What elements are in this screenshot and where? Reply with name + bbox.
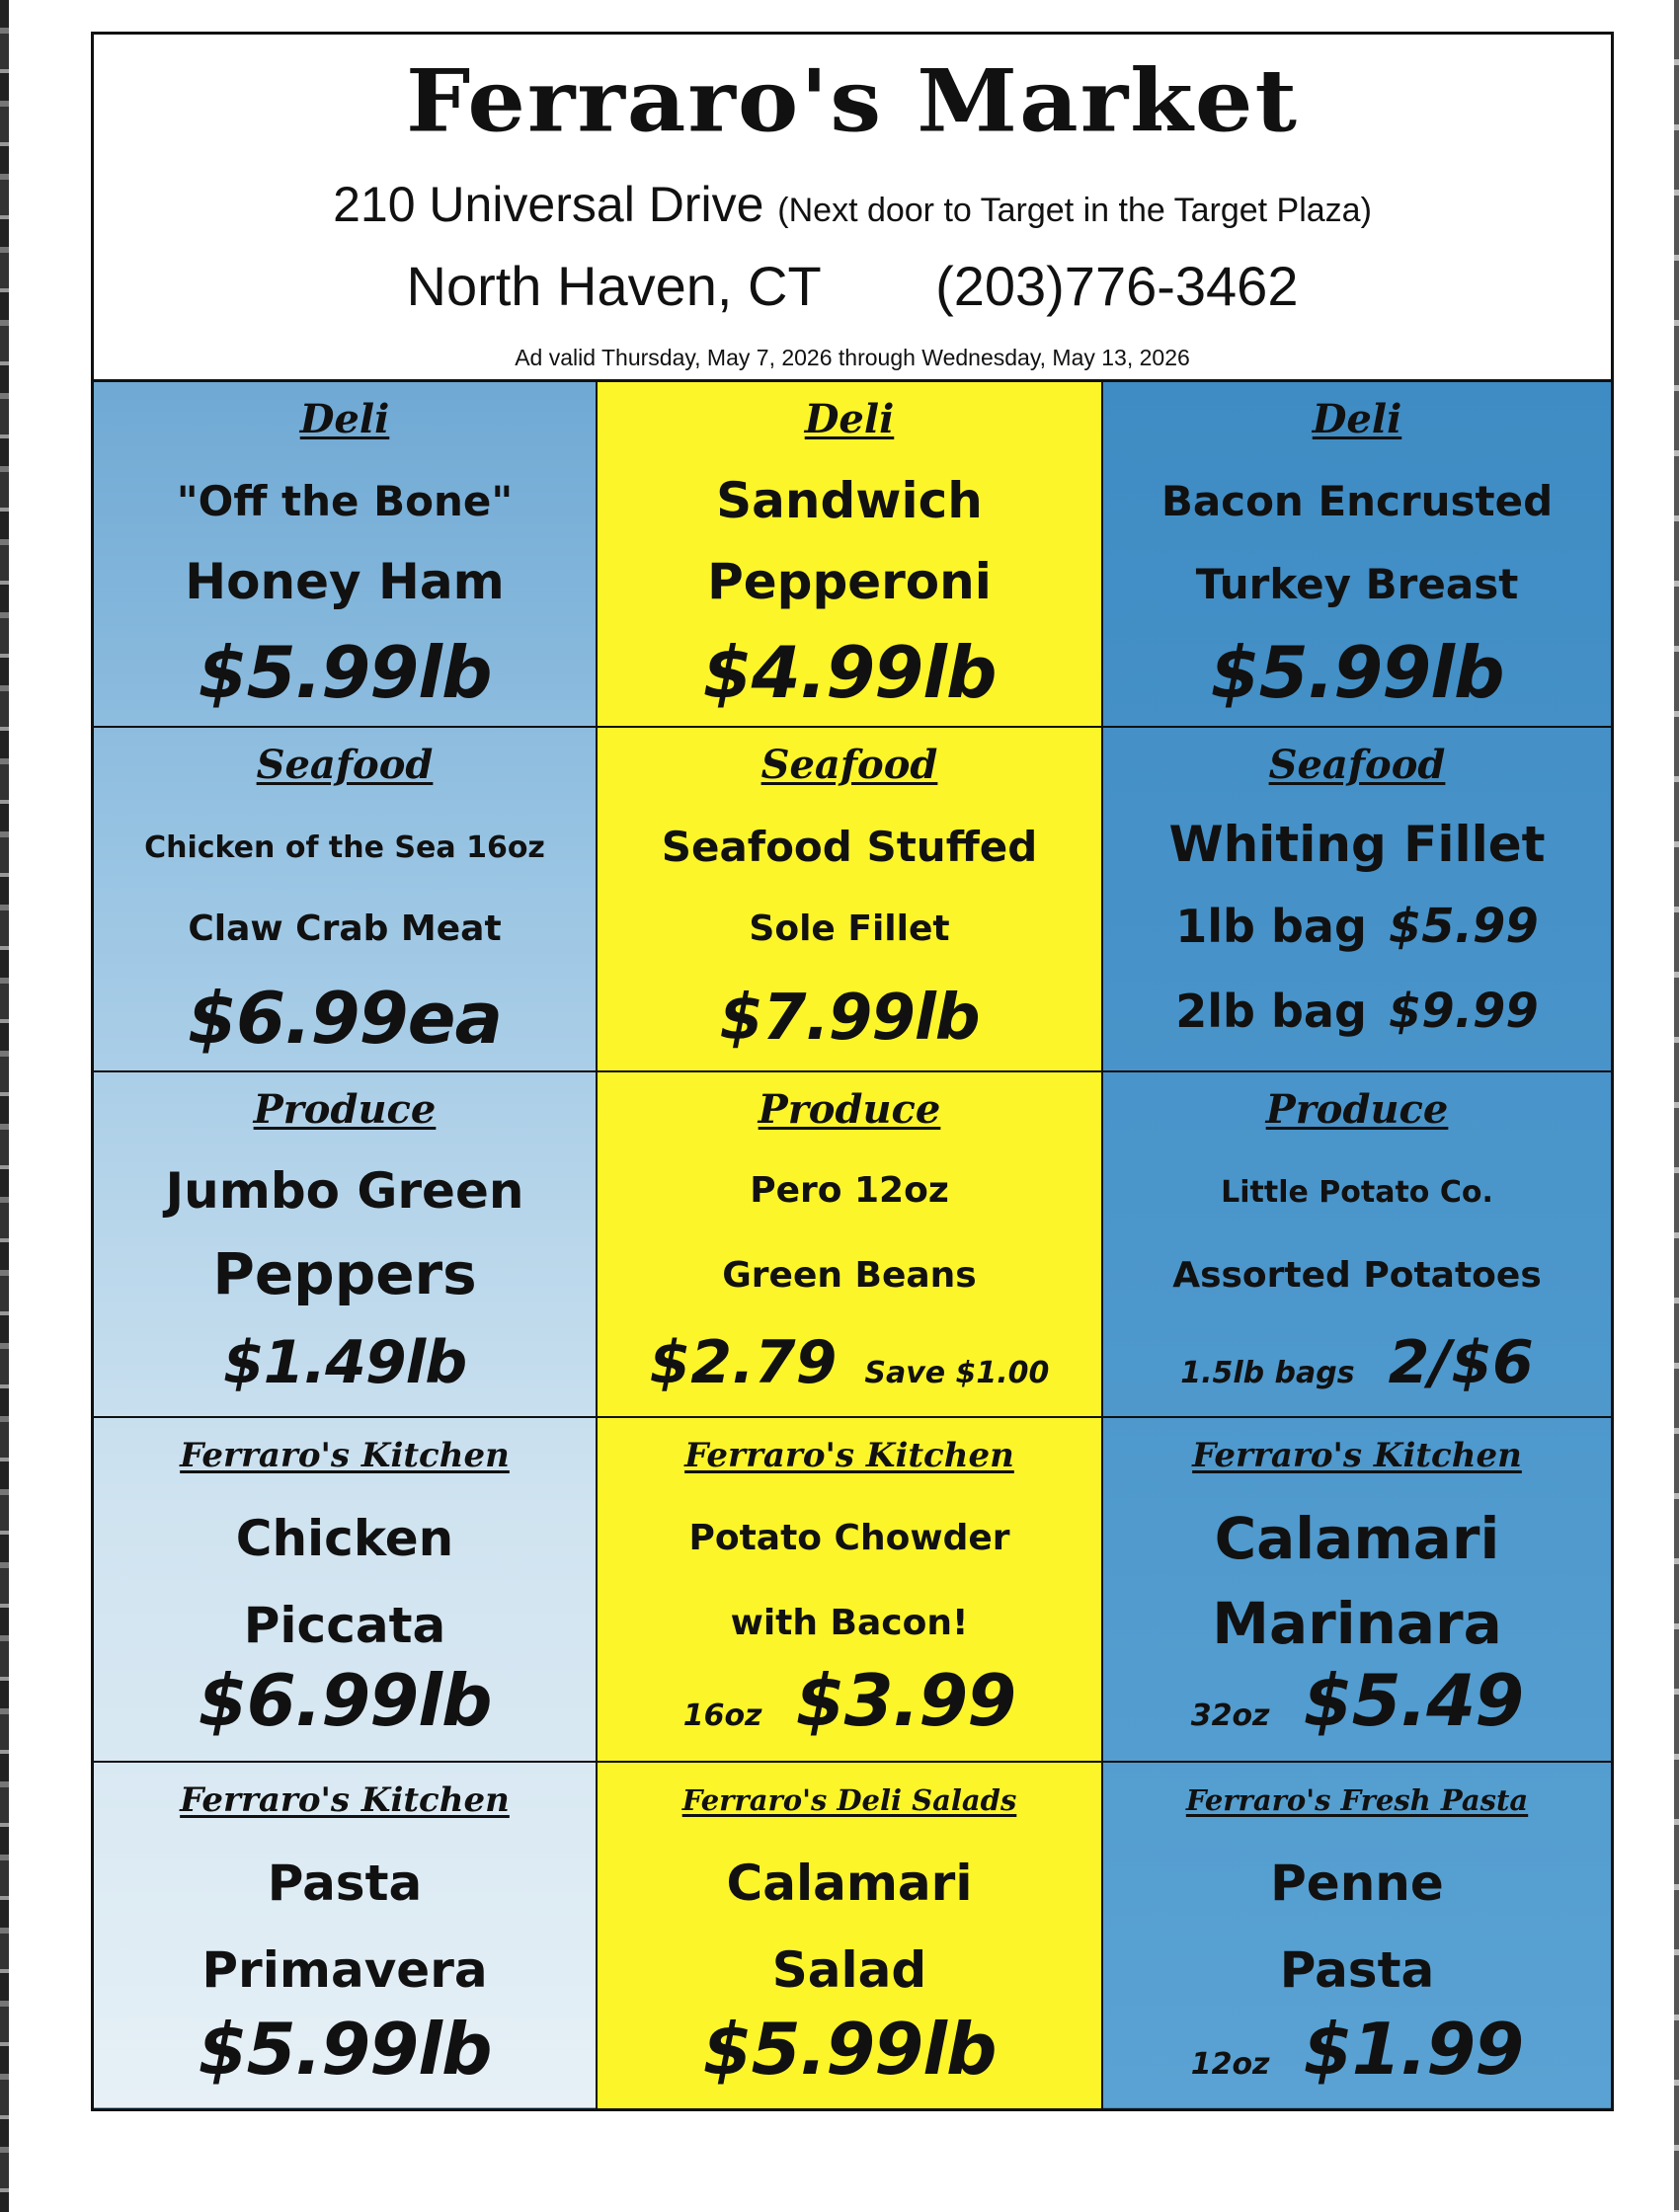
item-card-sandwich-pepperoni <box>598 382 1103 728</box>
item-name-line-1: Penne <box>1270 1855 1444 1913</box>
item-name-line-2: Green Beans <box>722 1255 977 1297</box>
item-card-honey-ham <box>94 382 598 728</box>
price-row <box>1103 2004 1611 2094</box>
item-price: $5.99lb <box>1210 631 1504 714</box>
bag-size: 1lb bag <box>1175 899 1367 953</box>
category-label: Deli <box>1312 396 1402 442</box>
item-name-line-2: Pasta <box>1279 1941 1435 2000</box>
bag-price-line-2 <box>1103 981 1611 1042</box>
item-card-calamari-marinara <box>1103 1418 1611 1764</box>
item-name-line-1: "Off the Bone" <box>176 477 514 525</box>
scan-edge-left <box>0 0 9 2212</box>
item-price: $6.99ea <box>187 976 503 1060</box>
bag-price: $5.99 <box>1388 898 1539 954</box>
item-card-sole-fillet <box>598 728 1103 1073</box>
scan-edge-right <box>1674 0 1679 2212</box>
item-name-line-2: Marinara <box>1212 1589 1502 1657</box>
package-size: 12oz <box>1190 2047 1270 2083</box>
item-price: $5.49 <box>1303 1658 1524 1742</box>
price-row <box>1103 1317 1611 1408</box>
item-card-green-peppers <box>94 1072 598 1418</box>
category-label: Ferraro's Kitchen <box>1192 1435 1522 1475</box>
item-name-line-2: Pepperoni <box>707 553 992 610</box>
item-card-penne-pasta <box>1103 1763 1611 2108</box>
category-label: Produce <box>1265 1086 1449 1134</box>
item-name-line-1: Calamari <box>1214 1504 1500 1572</box>
item-name-line-1: Pero 12oz <box>750 1170 949 1212</box>
item-price: $5.99lb <box>198 631 492 714</box>
bag-size: 2lb bag <box>1175 984 1367 1038</box>
item-price: $3.99 <box>795 1658 1016 1742</box>
item-name-line-1: Calamari <box>726 1855 973 1913</box>
item-name-line-2: Assorted Potatoes <box>1172 1255 1542 1297</box>
city-phone-line <box>94 254 1611 319</box>
item-price: $4.99lb <box>702 631 997 714</box>
category-label: Ferraro's Deli Salads <box>681 1783 1017 1818</box>
item-price: $7.99lb <box>719 981 980 1055</box>
category-label: Produce <box>253 1086 437 1134</box>
address-note: (Next door to Target in the Target Plaza) <box>777 192 1372 229</box>
item-name-line-1: Jumbo Green <box>165 1162 524 1221</box>
item-name-line-1: Bacon Encrusted <box>1160 477 1554 525</box>
item-card-potato-chowder <box>598 1418 1103 1764</box>
item-price: $1.49lb <box>222 1328 467 1398</box>
item-card-claw-crab-meat <box>94 728 598 1073</box>
item-name-line-1: Pasta <box>267 1855 423 1913</box>
item-name-line-2: Sole Fillet <box>749 908 950 949</box>
item-name-line-2: Salad <box>771 1941 927 2000</box>
package-size: 32oz <box>1190 1698 1270 1733</box>
item-name-line-1: Whiting Fillet <box>1168 815 1546 873</box>
item-price: $1.99 <box>1303 2008 1524 2092</box>
item-name-line-1: Chicken of the Sea 16oz <box>144 830 545 865</box>
address: 210 Universal Drive <box>333 177 764 232</box>
store-name: Ferraro's Market <box>406 49 1299 152</box>
category-label: Ferraro's Kitchen <box>684 1435 1014 1475</box>
flyer <box>91 32 1614 2111</box>
specials-grid <box>94 382 1611 2108</box>
phone: (203)776-3462 <box>935 255 1299 317</box>
category-label: Seafood <box>760 741 938 788</box>
item-price: $2.79 <box>649 1328 838 1398</box>
price-row <box>598 1317 1101 1408</box>
item-price: 2/$6 <box>1388 1328 1534 1398</box>
category-label: Seafood <box>1268 741 1446 788</box>
item-name-line-2: Peppers <box>212 1240 477 1308</box>
package-size: 1.5lb bags <box>1180 1356 1355 1391</box>
category-label: Deli <box>804 396 895 442</box>
package-size: 16oz <box>682 1698 762 1733</box>
item-name-line-2: Honey Ham <box>185 553 505 610</box>
item-card-turkey-breast <box>1103 382 1611 728</box>
flyer-header <box>94 35 1611 382</box>
item-price: $5.99lb <box>198 2008 492 2092</box>
category-label: Ferraro's Kitchen <box>180 1435 510 1475</box>
item-name-line-2: with Bacon! <box>730 1602 969 1643</box>
item-card-assorted-potatoes <box>1103 1072 1611 1418</box>
item-card-chicken-piccata <box>94 1418 598 1764</box>
item-name-line-1: Sandwich <box>716 472 983 529</box>
item-card-whiting-fillet <box>1103 728 1611 1073</box>
item-card-calamari-salad <box>598 1763 1103 2108</box>
price-row <box>1103 1655 1611 1746</box>
item-name-line-1: Little Potato Co. <box>1221 1175 1493 1211</box>
item-card-green-beans <box>598 1072 1103 1418</box>
item-name-line-1: Seafood Stuffed <box>661 822 1038 871</box>
item-name-line-1: Chicken <box>235 1509 454 1567</box>
city: North Haven, CT <box>406 255 822 317</box>
item-name-line-2: Claw Crab Meat <box>188 908 502 949</box>
item-price: $5.99lb <box>702 2008 997 2092</box>
price-row <box>598 1655 1101 1746</box>
category-label: Seafood <box>256 741 434 788</box>
item-card-pasta-primavera <box>94 1763 598 2108</box>
category-label: Produce <box>758 1086 941 1134</box>
category-label: Deli <box>299 396 390 442</box>
category-label: Ferraro's Fresh Pasta <box>1185 1783 1529 1818</box>
item-name-line-2: Primavera <box>201 1941 488 2000</box>
address-line <box>94 175 1611 240</box>
bag-price: $9.99 <box>1388 983 1539 1039</box>
bag-price-line-1 <box>1103 896 1611 957</box>
savings-note: Save $1.00 <box>864 1356 1050 1391</box>
category-label: Ferraro's Kitchen <box>180 1780 510 1821</box>
item-name-line-2: Piccata <box>243 1596 446 1654</box>
item-name-line-1: Potato Chowder <box>688 1517 1010 1558</box>
item-name-line-2: Turkey Breast <box>1195 560 1519 608</box>
ad-valid-dates: Ad valid Thursday, May 7, 2026 through Wednesday, May 13, 2026 <box>515 345 1190 370</box>
item-price: $6.99lb <box>198 1658 492 1742</box>
